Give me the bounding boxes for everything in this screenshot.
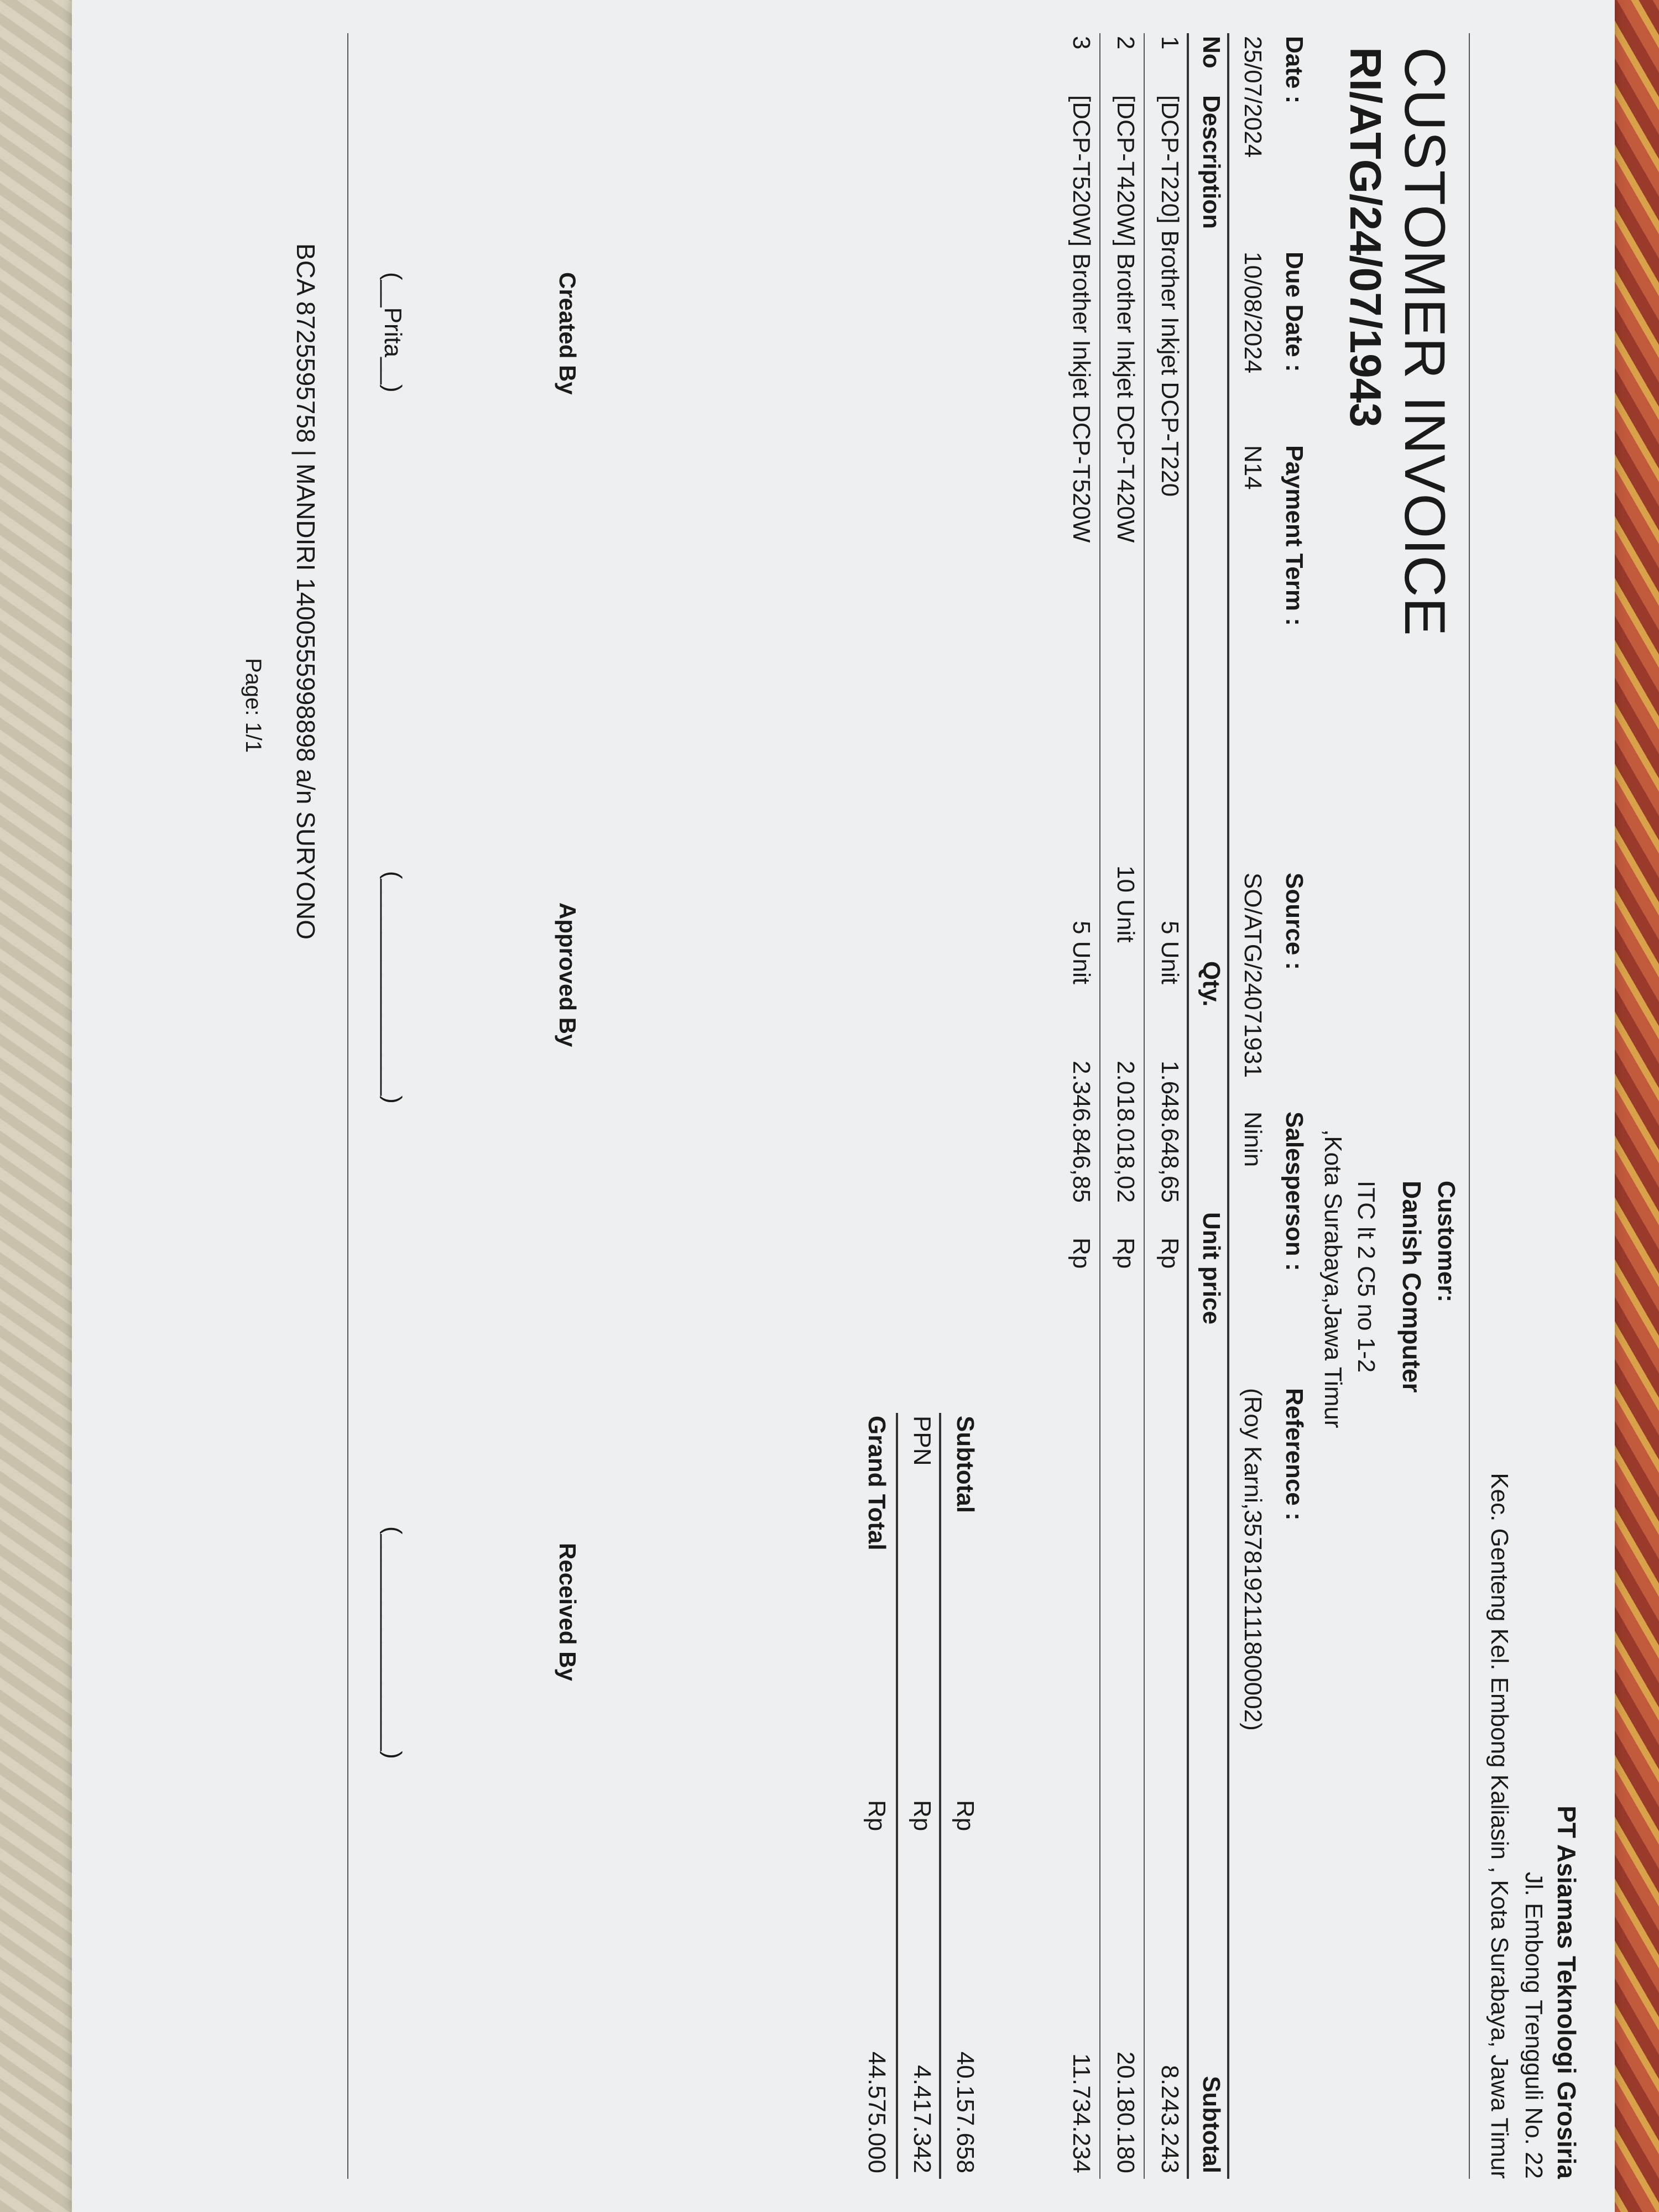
table-top-rule <box>1227 33 1229 2179</box>
grand-total-label: Grand Total <box>863 1416 890 1551</box>
reference-value: (Roy Karni,3578192111800002) <box>1239 1388 1266 1731</box>
row3-currency: Rp <box>1068 1238 1095 1269</box>
company-address-line1: Jl. Embong Trengguli No. 22 <box>1520 1871 1547 2179</box>
ppn-rule <box>896 1413 898 2179</box>
ppn-value: 4.417.342 <box>909 2065 936 2173</box>
approved-by-signature-line: (________________) <box>379 871 406 1104</box>
row2-subtotal: 20.180.180 <box>1112 2051 1139 2173</box>
subtotal-label: Subtotal <box>952 1416 979 1513</box>
customer-address-line2: ,Kota Surabaya,Jawa Timur <box>1319 1129 1347 1428</box>
row2-description: [DCP-T420W] Brother Inkjet DCP-T420W <box>1112 95 1139 543</box>
invoice-canvas-rotated <box>72 0 1615 2212</box>
subtotal-rule <box>939 1413 941 2179</box>
subtotal-value: 40.157.658 <box>952 2051 979 2173</box>
payment-term-label: Payment Term : <box>1281 445 1308 626</box>
grand-total-currency: Rp <box>863 1800 890 1832</box>
company-address-line2: Kec. Genteng Kel. Embong Kaliasin , Kota Surabaya, Jawa Timur <box>1486 1473 1513 2179</box>
row2-divider <box>1099 33 1100 2179</box>
date-label: Date : <box>1281 36 1308 104</box>
grand-total-value: 44.575.000 <box>863 2051 890 2173</box>
row3-unit-price: 2.346.846,85 <box>1068 1061 1095 1203</box>
due-date-label: Due Date : <box>1281 252 1308 372</box>
row1-no: 1 <box>1156 36 1183 50</box>
row3-subtotal: 11.734.234 <box>1068 2053 1095 2173</box>
invoice-title: CUSTOMER INVOICE <box>1392 47 1457 637</box>
table-header-rule <box>1187 33 1189 2179</box>
header-divider <box>1469 33 1470 2179</box>
customer-name: Danish Computer <box>1397 1181 1426 1393</box>
col-header-unit-price: Unit price <box>1198 1212 1225 1324</box>
reference-label: Reference : <box>1281 1388 1308 1521</box>
approved-by-label: Approved By <box>555 902 581 1047</box>
page-number: Page: 1/1 <box>241 658 265 753</box>
company-name: PT Asiamas Teknologi Grosiria <box>1552 1806 1581 2179</box>
row3-qty: 5 Unit <box>1068 921 1095 984</box>
col-header-description: Description <box>1198 95 1225 229</box>
col-header-no: No <box>1198 36 1225 69</box>
row2-unit-price: 2.018.018,02 <box>1112 1061 1139 1203</box>
invoice-number: RI/ATG/24/07/1943 <box>1341 47 1390 427</box>
row1-divider <box>1144 33 1145 2179</box>
row1-description: [DCP-T220] Brother Inkjet DCP-T220 <box>1156 95 1183 497</box>
bank-accounts: BCA 8725595758 | MANDIRI 1400555998898 a/n SURYONO <box>291 243 320 940</box>
row1-qty: 5 Unit <box>1156 921 1183 984</box>
created-by-name: (__Prita__) <box>379 272 406 393</box>
row1-currency: Rp <box>1156 1238 1183 1269</box>
col-header-subtotal: Subtotal <box>1198 2076 1225 2173</box>
ppn-currency: Rp <box>909 1800 936 1832</box>
row3-no: 3 <box>1068 36 1095 50</box>
row2-no: 2 <box>1112 36 1139 50</box>
row1-subtotal: 8.243.243 <box>1156 2065 1183 2173</box>
salesperson-value: Ninin <box>1239 1112 1266 1167</box>
ppn-label: PPN <box>909 1416 936 1466</box>
received-by-label: Received By <box>555 1543 581 1681</box>
payment-term-value: N14 <box>1239 445 1266 490</box>
source-label: Source : <box>1281 873 1308 971</box>
row2-currency: Rp <box>1112 1238 1139 1269</box>
created-by-label: Created By <box>555 272 581 395</box>
invoice-paper <box>72 0 1615 2212</box>
date-value: 25/07/2024 <box>1239 36 1266 158</box>
subtotal-currency: Rp <box>952 1800 979 1832</box>
row1-unit-price: 1.648.648,65 <box>1156 1061 1183 1203</box>
row3-description: [DCP-T520W] Brother Inkjet DCP-T520W <box>1068 95 1095 543</box>
salesperson-label: Salesperson : <box>1281 1112 1308 1271</box>
customer-address-line1: ITC lt 2 C5 no 1-2 <box>1353 1181 1380 1373</box>
footer-divider <box>347 33 348 2179</box>
customer-label: Customer: <box>1433 1181 1460 1303</box>
due-date-value: 10/08/2024 <box>1239 252 1266 374</box>
row2-qty: 10 Unit <box>1112 865 1139 943</box>
col-header-qty: Qty. <box>1198 961 1225 1007</box>
source-value: SO/ATG/24071931 <box>1239 873 1266 1078</box>
received-by-signature-line: (________________) <box>379 1526 406 1759</box>
